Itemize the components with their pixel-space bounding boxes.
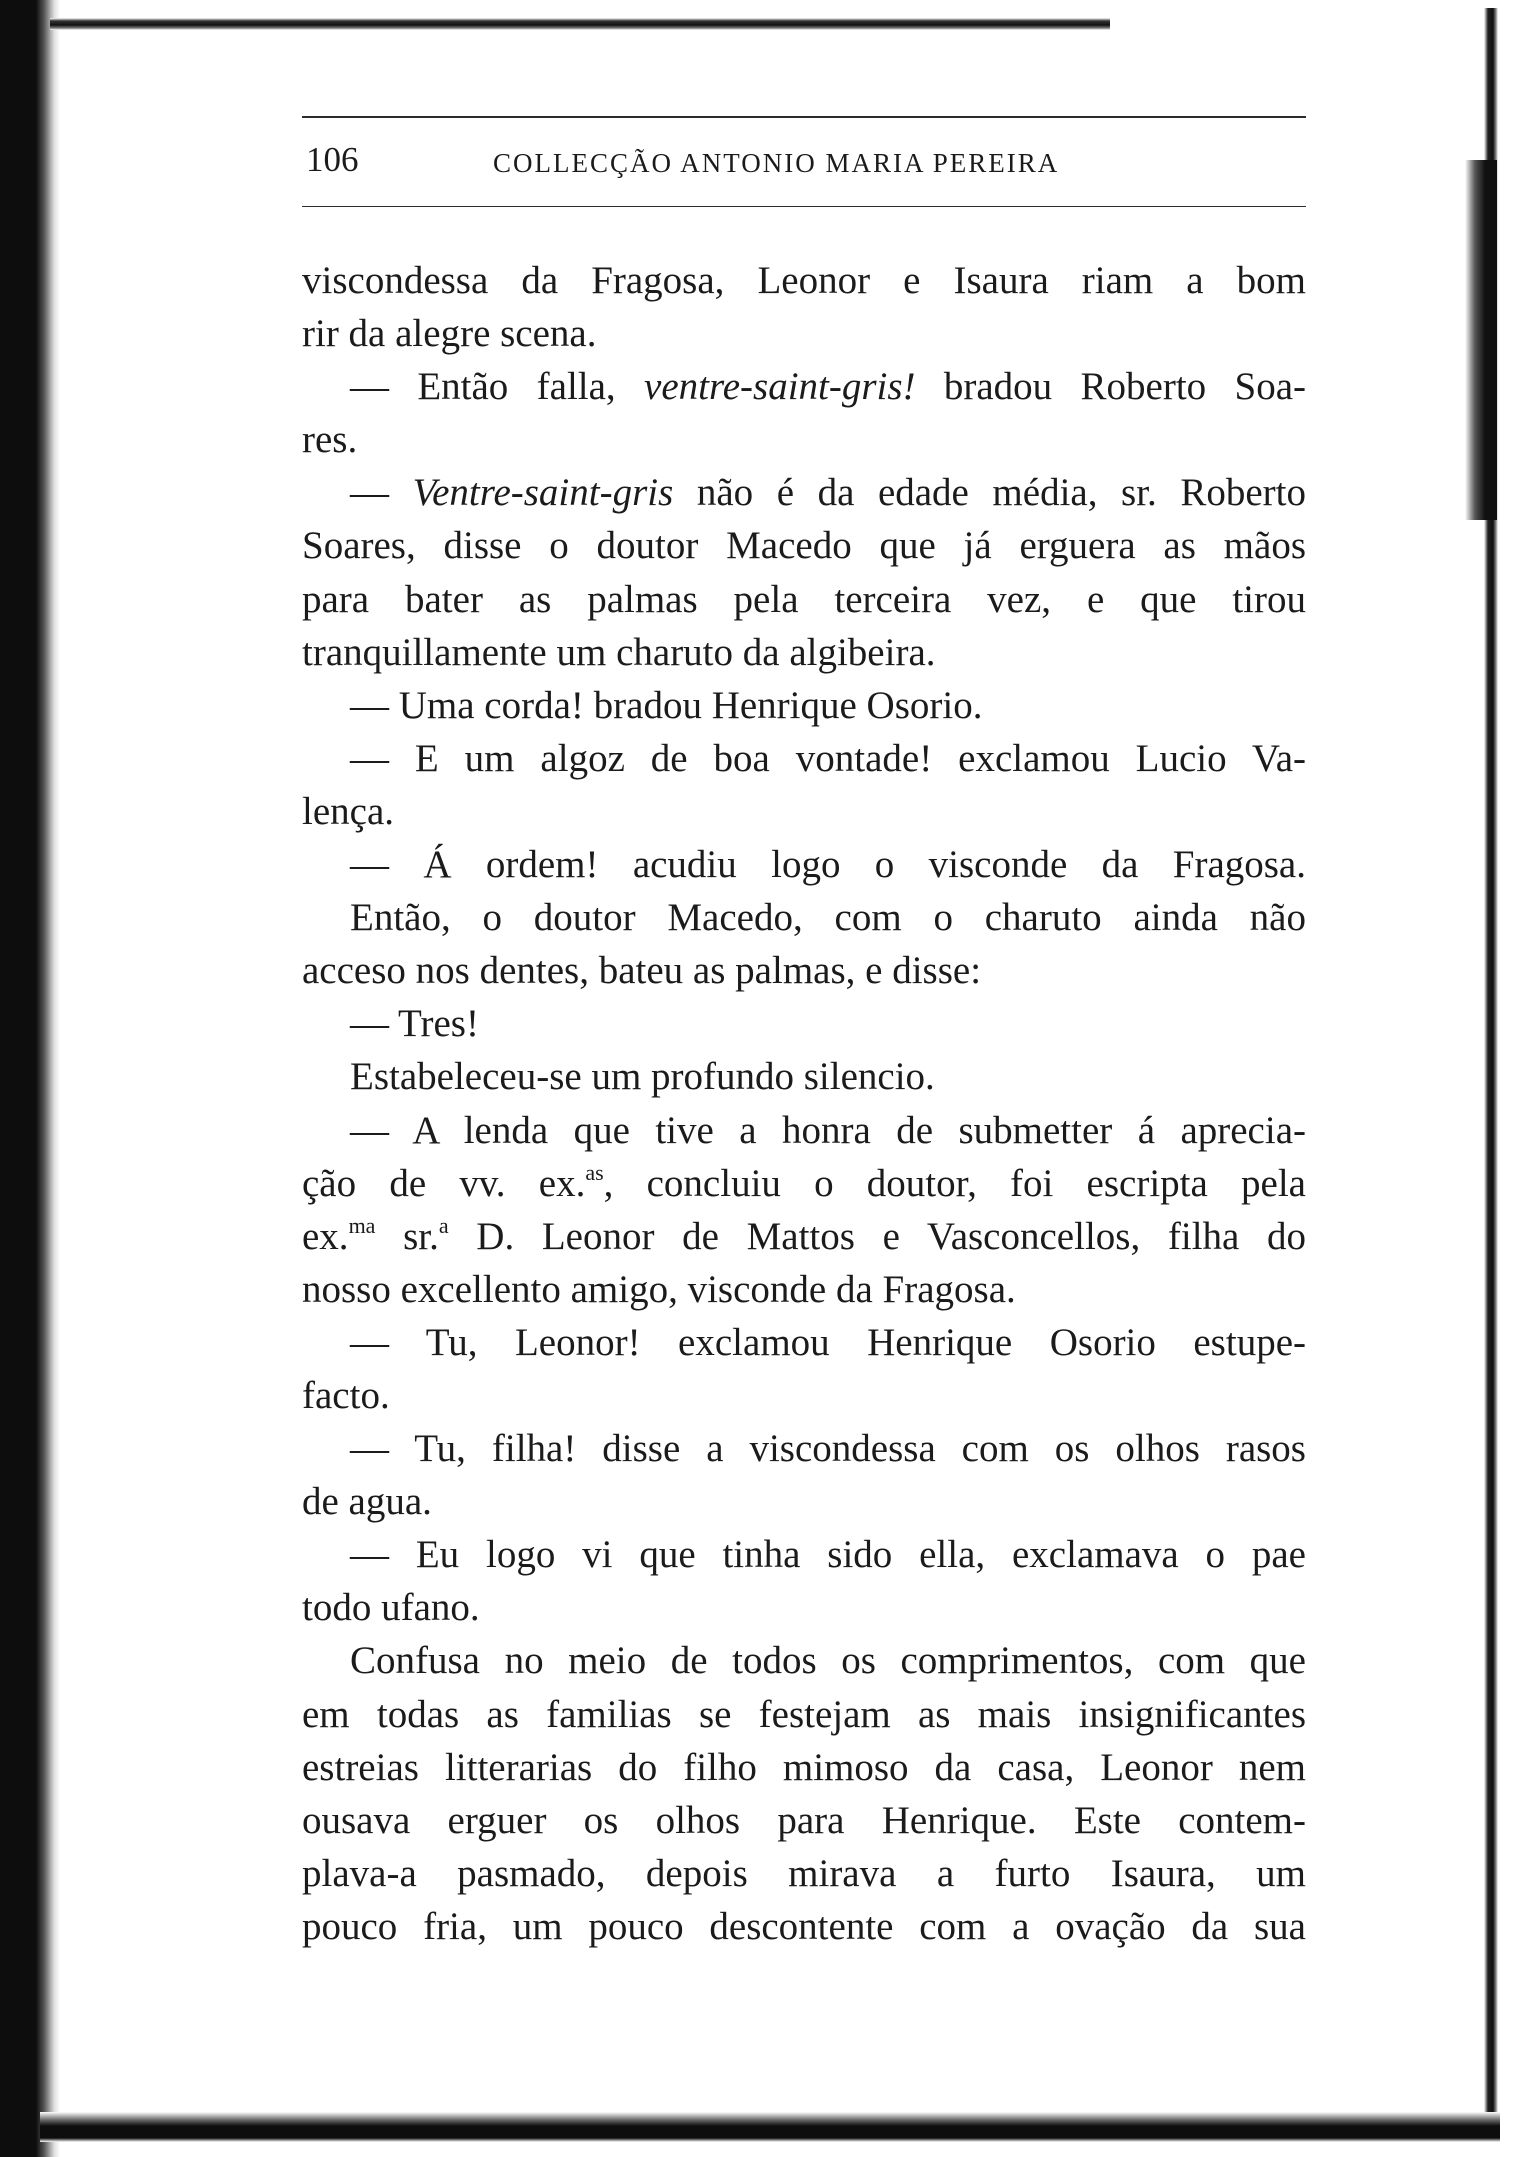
scan-edge-top xyxy=(50,18,1110,30)
text-line: ousava erguer os olhos para Henrique. Este contem- xyxy=(302,1798,1306,1842)
text-line: estreias litterarias do filho mimoso da casa, Leonor nem xyxy=(302,1745,1306,1789)
text-line: — Uma corda! bradou Henrique Osorio. xyxy=(350,683,983,727)
page-number: 106 xyxy=(306,140,359,179)
text-line: de agua. xyxy=(302,1480,432,1524)
text-line: ção de vv. ex.$^{as}$, concluiu o doutor, foi escripta pela xyxy=(302,1159,1306,1205)
text-line: lença. xyxy=(302,789,395,833)
text-line: — Ventre-saint-gris não é da edade média, sr. Roberto xyxy=(350,471,1306,515)
text-line: — Tu, filha! disse a viscondessa com os olhos rasos xyxy=(350,1427,1306,1471)
text-line: para bater as palmas pela terceira vez, e que tirou xyxy=(302,577,1306,621)
scan-edge-left xyxy=(0,0,60,2157)
header-rule-bottom xyxy=(302,206,1306,207)
text-line: tranquillamente um charuto da algibeira. xyxy=(302,630,936,674)
text-line: Confusa no meio de todos os comprimentos, com que xyxy=(350,1639,1306,1683)
text-line: — E um algoz de boa vontade! exclamou Lucio Va- xyxy=(350,736,1306,780)
text-line: nosso excellento amigo, visconde da Fragosa. xyxy=(302,1267,1016,1311)
text-line: — Á ordem! acudiu logo o visconde da Fragosa. xyxy=(350,843,1306,887)
text-line: plava-a pasmado, depois mirava a furto Isaura, um xyxy=(302,1851,1306,1895)
text-line: — Eu logo vi que tinha sido ella, exclamava o pae xyxy=(350,1533,1306,1577)
text-line: viscondessa da Fragosa, Leonor e Isaura riam a bom xyxy=(302,259,1306,302)
text-line: Soares, disse o doutor Macedo que já erguera as mãos xyxy=(302,524,1306,568)
text-line: pouco fria, um pouco descontente com a ovação da sua xyxy=(302,1904,1306,1948)
text-line: acceso nos dentes, bateu as palmas, e disse: xyxy=(302,949,982,993)
text-line: em todas as familias se festejam as mais insignificantes xyxy=(302,1692,1306,1736)
scan-edge-bottom xyxy=(40,2112,1500,2142)
text-line: facto. xyxy=(302,1373,390,1417)
text-line: Estabeleceu-se um profundo silencio. xyxy=(350,1055,935,1099)
text-line: — Então falla, ventre-saint-gris! bradou Roberto Soa- xyxy=(350,365,1306,409)
text-line: todo ufano. xyxy=(302,1586,480,1630)
header-rule-top xyxy=(302,116,1306,118)
text-line: Então, o doutor Macedo, com o charuto ainda não xyxy=(350,896,1306,940)
text-line: — Tres! xyxy=(350,1002,479,1046)
text-line: rir da alegre scena. xyxy=(302,312,597,356)
text-line: — A lenda que tive a honra de submetter á aprecia- xyxy=(350,1108,1306,1152)
scan-edge-right-shadow xyxy=(1465,160,1497,520)
text-line: — Tu, Leonor! exclamou Henrique Osorio estupe- xyxy=(350,1320,1306,1364)
text-line: ex.$^{ma}$ sr.$^a$ D. Leonor de Mattos e Vasconcellos, filha do xyxy=(302,1212,1306,1258)
body-text xyxy=(302,254,1306,1953)
running-title: COLLECÇÃO ANTONIO MARIA PEREIRA xyxy=(493,148,1060,178)
text-line: res. xyxy=(302,418,358,462)
